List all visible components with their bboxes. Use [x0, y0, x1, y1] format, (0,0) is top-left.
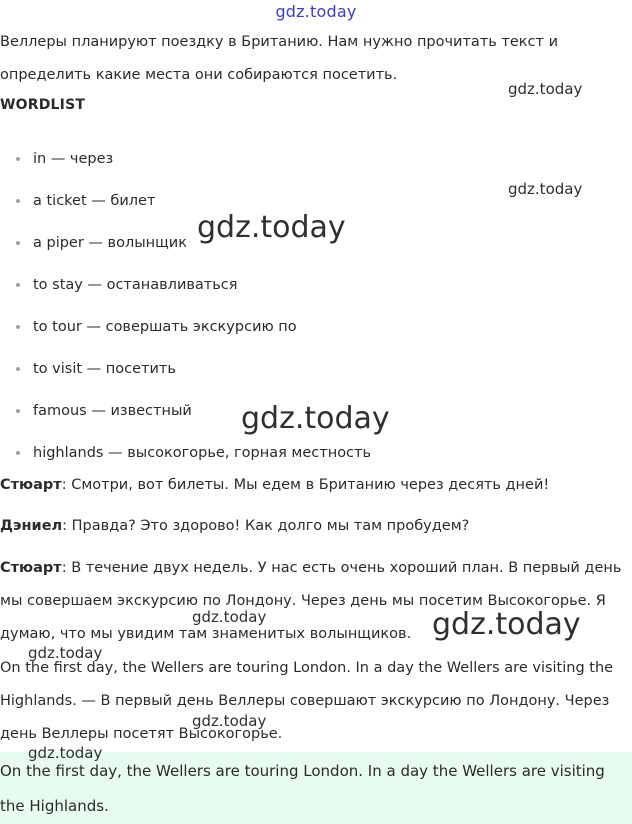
- bullet-icon: [16, 199, 20, 203]
- bullet-icon: [16, 157, 20, 161]
- wordlist-item: [0, 432, 620, 474]
- wordlist-heading: WORDLIST: [0, 97, 86, 113]
- bullet-icon: [16, 367, 20, 371]
- wordlist-item-text: to stay — останавливаться: [33, 277, 238, 293]
- watermark: gdz.today: [28, 644, 103, 662]
- answer-with-translation: On the first day, the Wellers are touring London. In a day the Wellers are visiting the Highlands. — В первый день Веллеры совершают экскурсию по Лондону. Через день Веллеры посетят Высокогорье.: [0, 660, 614, 742]
- intro-paragraph: Веллеры планируют поездку в Британию. Нам нужно прочитать текст и определить какие места они собираются посетить.: [0, 34, 558, 83]
- wordlist-item-text: to tour — совершать экскурсию по: [33, 319, 297, 335]
- speaker-name: Дэниел: [0, 518, 63, 534]
- wordlist-item-text: in — через: [33, 151, 114, 167]
- watermark: gdz.today: [197, 210, 346, 245]
- dialog-text: : В течение двух недель. У нас есть очень хороший план. В первый день мы совершаем экскурсию по Лондону. Через день мы посетим Высокогорье. Я думаю, что мы увидим там знаменитых волынщиков.: [0, 560, 622, 642]
- wordlist-item-text: a piper — волынщик: [33, 235, 187, 251]
- watermark: gdz.today: [192, 608, 267, 626]
- dialog-text: : Правда? Это здорово! Как долго мы там пробудем?: [62, 518, 470, 534]
- wordlist-item: [0, 138, 620, 180]
- speaker-name: Стюарт: [0, 477, 62, 493]
- wordlist-item-text: highlands — высокогорье, горная местность: [33, 445, 372, 461]
- watermark: gdz.today: [508, 180, 583, 198]
- wordlist-item: [0, 348, 620, 390]
- wordlist-item-text: to visit — посетить: [33, 361, 176, 377]
- bullet-icon: [16, 241, 20, 245]
- watermark: gdz.today: [192, 712, 267, 730]
- dialog-line: [0, 510, 628, 543]
- dialog-line: [0, 469, 628, 502]
- final-answer: On the first day, the Wellers are touring London. In a day the Wellers are visiting the Highlands.: [0, 762, 605, 815]
- wordlist-item: [0, 306, 620, 348]
- site-logo[interactable]: gdz.today: [275, 2, 357, 21]
- bullet-icon: [16, 451, 20, 455]
- watermark: gdz.today: [241, 401, 390, 436]
- watermark: gdz.today: [28, 744, 103, 762]
- bullet-icon: [16, 325, 20, 329]
- bullet-icon: [16, 409, 20, 413]
- wordlist-item-text: a ticket — билет: [33, 193, 156, 209]
- wordlist-item: [0, 264, 620, 306]
- bullet-icon: [16, 283, 20, 287]
- watermark: gdz.today: [508, 80, 583, 98]
- speaker-name: Стюарт: [0, 560, 62, 576]
- wordlist-item-text: famous — известный: [33, 403, 192, 419]
- watermark: gdz.today: [432, 607, 581, 642]
- dialog-text: : Смотри, вот билеты. Мы едем в Британию через десять дней!: [61, 477, 550, 493]
